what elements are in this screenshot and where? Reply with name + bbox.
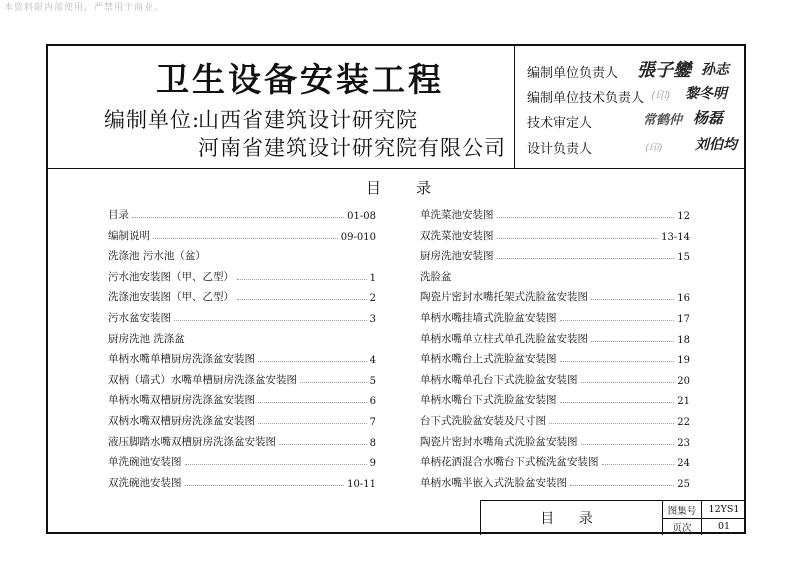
toc-entry-title: 陶瓷片密封水嘴角式洗脸盆安装图 <box>420 435 578 448</box>
toc-entry-title: 单洗菜池安装图 <box>420 209 494 221</box>
toc-entry-title: 台下式洗脸盆安装及尺寸图 <box>420 415 546 427</box>
toc-leader-dots <box>560 402 675 403</box>
toc-entry-page: 15 <box>677 252 690 264</box>
toc-entry-title: 陶瓷片密封水嘴托架式洗脸盆安装图 <box>420 291 588 304</box>
toc-entry <box>108 288 376 304</box>
toc-entry-title: 目录 <box>108 209 129 221</box>
signature-4a: (印) <box>645 143 663 154</box>
toc-entry-title: 单柄水嘴双槽厨房洗涤盆安装图 <box>108 394 255 407</box>
toc-entry <box>420 227 690 243</box>
toc-entry-page: 5 <box>369 375 376 387</box>
title-block-grid <box>662 501 746 535</box>
toc-entry <box>108 412 376 428</box>
toc-entry <box>420 453 690 469</box>
toc-leader-dots <box>560 361 675 362</box>
toc-entry-page: 23 <box>677 437 690 449</box>
toc-entry <box>420 391 690 407</box>
toc-entry-page: 2 <box>369 293 376 305</box>
toc-entry-page: 19 <box>677 355 690 367</box>
toc-entry-title: 双洗菜池安装图 <box>420 229 494 242</box>
toc-leader-dots <box>591 341 674 342</box>
toc-entry <box>420 474 690 490</box>
toc-entry-page: 7 <box>369 417 376 428</box>
toc-entry-title: 厨房洗池安装图 <box>420 250 494 263</box>
toc-entry-page: 6 <box>369 396 376 408</box>
toc-leader-dots <box>560 320 675 321</box>
toc-leader-dots <box>153 238 338 239</box>
org-name-2: 河南省建筑设计研究院有限公司 <box>198 136 506 160</box>
toc-entry <box>420 412 690 428</box>
toc-leader-dots <box>497 217 675 218</box>
org-label: 编制单位: <box>104 108 201 132</box>
atlas-number-value: 12YS1 <box>708 504 740 515</box>
toc-heading-mu: 目 <box>366 179 382 197</box>
responsible-label-4: 设计负责人 <box>527 142 593 157</box>
toc-leader-dots <box>174 320 367 321</box>
toc-entry-title: 单柄水嘴单槽厨房洗涤盆安装图 <box>108 353 255 366</box>
toc-entry-page: 10-11 <box>347 478 376 490</box>
toc-leader-dots <box>258 361 367 362</box>
toc-entry-page: 13-14 <box>661 231 690 243</box>
toc-entry-page: 4 <box>369 355 376 367</box>
signature-3a: 常鹤仲 <box>643 113 683 128</box>
signature-1b: 孙志 <box>701 62 729 78</box>
toc-entry-title: 编制说明 <box>108 229 150 242</box>
toc-entry-title: 污水池安装图（甲、乙型） <box>108 270 234 283</box>
toc-entry-page: 9 <box>369 458 376 470</box>
toc-entry-page: 18 <box>677 334 690 346</box>
toc-entry <box>420 206 690 222</box>
toc-leader-dots <box>570 485 674 486</box>
toc-entry <box>108 391 376 407</box>
toc-entry-title: 单柄水嘴台下式洗脸盆安装图 <box>420 394 557 407</box>
toc-entry-title: 洗脸盆 <box>420 270 452 283</box>
toc-entry <box>420 247 690 263</box>
toc-leader-dots <box>581 382 675 383</box>
toc-entry <box>108 247 376 263</box>
toc-leader-dots <box>497 258 675 259</box>
toc-leader-dots <box>132 217 344 218</box>
toc-entry-title: 双洗碗池安装图 <box>108 476 182 489</box>
responsible-label-3: 技术审定人 <box>527 116 593 131</box>
toc-entry-title: 单洗碗池安装图 <box>108 456 182 469</box>
org-name-1: 山西省建筑设计研究院 <box>198 108 418 132</box>
toc-leader-dots <box>258 402 367 403</box>
title-block-title: 目 录 <box>540 511 603 527</box>
responsible-persons-panel <box>514 46 747 168</box>
toc-entry-title: 单柄水嘴单立柱式单孔洗脸盆安装图 <box>420 332 588 345</box>
header-title-area <box>48 46 514 168</box>
toc-entry-page: 21 <box>677 396 690 408</box>
toc-entry <box>108 371 376 387</box>
toc-entry-page: 25 <box>677 478 690 490</box>
toc-entry <box>420 330 690 346</box>
toc-entry <box>420 288 690 304</box>
toc-entry-title: 单柄花洒混合水嘴台下式梳洗盆安装图 <box>420 456 599 469</box>
toc-leader-dots <box>258 423 367 424</box>
toc-entry <box>420 350 690 366</box>
signature-4b: 刘伯均 <box>695 137 737 153</box>
toc-entry <box>108 206 376 222</box>
toc-leader-dots <box>602 464 675 465</box>
watermark-text: 本资料限内部使用，严禁用于商业。 <box>4 3 165 13</box>
toc-leader-dots <box>300 382 367 383</box>
toc-entry <box>108 433 376 449</box>
toc-leader-dots <box>185 485 345 486</box>
toc-entry <box>108 453 376 469</box>
signature-1a: 張子鑾 <box>637 60 691 81</box>
page-number-value: 01 <box>717 521 731 532</box>
signature-3b: 杨磊 <box>693 109 724 127</box>
toc-entry-title: 单柄水嘴挂墙式洗脸盆安装图 <box>420 312 557 324</box>
responsible-label-1: 编制单位负责人 <box>527 66 619 81</box>
page-number-label: 页次 <box>672 522 692 534</box>
toc-entry <box>108 309 376 325</box>
responsible-label-2: 编制单位技术负责人 <box>527 91 645 106</box>
header-divider <box>48 168 744 169</box>
toc-leader-dots <box>591 299 674 300</box>
toc-entry-page: 16 <box>677 293 690 305</box>
atlas-number-label: 图集号 <box>667 505 697 517</box>
toc-entry-title: 洗涤池安装图（甲、乙型） <box>108 291 234 304</box>
toc-entry-page: 8 <box>369 437 376 449</box>
toc-entry <box>108 268 376 284</box>
toc-entry <box>108 474 376 490</box>
signature-2a: (印) <box>651 89 671 102</box>
toc-leader-dots <box>237 279 367 280</box>
toc-entry-page: 1 <box>369 272 376 284</box>
toc-entry-title: 液压脚踏水嘴双槽厨房洗涤盆安装图 <box>108 435 276 448</box>
signature-2b: 黎冬明 <box>685 86 727 102</box>
toc-entry-title: 厨房洗池 洗涤盆 <box>108 332 185 345</box>
toc-entry-page: 22 <box>677 417 690 428</box>
toc-entry-page: 3 <box>369 314 376 325</box>
drawing-frame <box>46 44 746 534</box>
atlas-title: 卫生设备安装工程 <box>156 60 444 99</box>
toc-entry <box>108 227 376 243</box>
toc-entry-title: 单柄水嘴半嵌入式洗脸盆安装图 <box>420 476 567 489</box>
title-block <box>480 500 745 535</box>
toc-entry <box>108 350 376 366</box>
toc-entry <box>420 309 690 325</box>
toc-entry-page: 17 <box>677 314 690 325</box>
toc-leader-dots <box>237 299 367 300</box>
toc-entry-page: 24 <box>677 458 690 470</box>
toc-entry-page: 20 <box>677 375 690 387</box>
toc-entry-title: 单柄水嘴台上式洗脸盆安装图 <box>420 353 557 366</box>
toc-entry-title: 洗涤池 污水池（盆） <box>108 250 206 263</box>
toc-leader-dots <box>185 464 367 465</box>
toc-leader-dots <box>497 238 659 239</box>
toc-entry <box>420 268 690 284</box>
toc-entry-page: 12 <box>677 211 690 222</box>
toc-entry-page: 09-010 <box>340 231 376 243</box>
toc-leader-dots <box>279 444 367 445</box>
toc-entry <box>108 330 376 346</box>
toc-heading-lu: 录 <box>416 179 432 197</box>
toc-entry-title: 单柄水嘴单孔台下式洗脸盆安装图 <box>420 373 578 386</box>
toc-leader-dots <box>549 423 674 424</box>
toc-entry-page: 01-08 <box>347 211 376 222</box>
toc-leader-dots <box>581 444 675 445</box>
toc-entry-title: 双柄（墙式）水嘴单槽厨房洗涤盆安装图 <box>108 373 297 386</box>
toc-entry <box>420 371 690 387</box>
toc-entry-title: 双柄水嘴双槽厨房洗涤盆安装图 <box>108 415 255 427</box>
toc-entry <box>420 433 690 449</box>
toc-entry-title: 污水盆安装图 <box>108 312 171 324</box>
